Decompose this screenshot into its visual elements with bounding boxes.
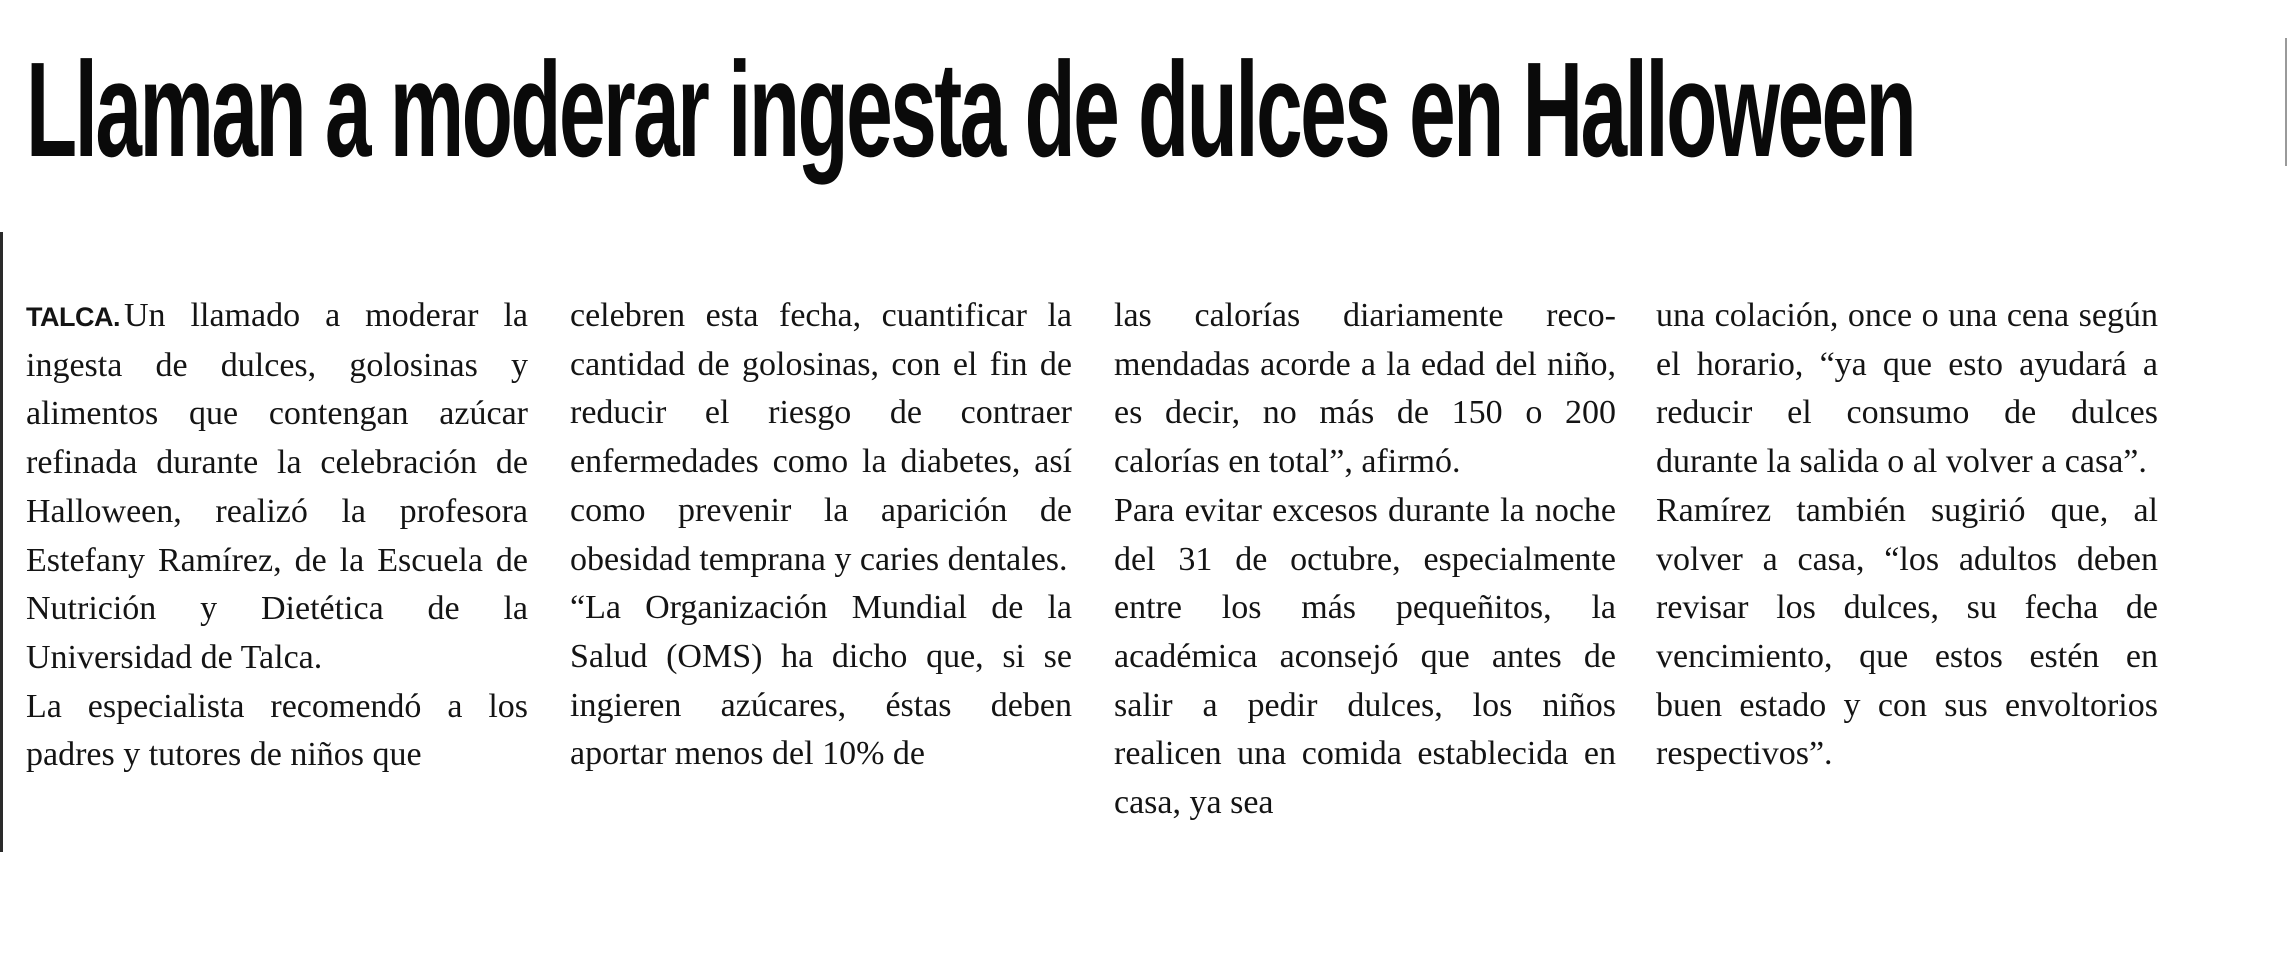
- dateline: TALCA.: [26, 302, 120, 332]
- paragraph: “La Organización Mundial de la Salud (OMS) ha dicho que, si se ingieren azúcares, éstas deben aportar menos del 10% de: [570, 589, 1072, 773]
- article-column-1: [26, 292, 528, 780]
- column-rule: [2285, 38, 2287, 166]
- article-column-4: [1656, 292, 2158, 779]
- paragraph: celebren esta fecha, cuantificar la cantidad de golosinas, con el fin de reducir el riesgo de contraer enfermedades como la diabetes, así como prevenir la aparición de obesidad temprana y caries dentales.: [570, 297, 1072, 578]
- headline: Llaman a moderar ingesta de dulces en Halloween: [26, 34, 1915, 185]
- paragraph: Ramírez también sugirió que, al volver a casa, “los adultos deben revisar los dulces, su fecha de vencimiento, que estos estén en buen estado y con sus envoltorios respectivos”.: [1656, 491, 2158, 773]
- paragraph-text: Un llamado a moderar la ingesta de dulces, golosinas y alimentos que contengan azúcar refinada durante la celebración de Halloween, realizó la profesora Estefany Ramírez, de la Escuela de Nutrición y Dietética de la Universidad de Talca.: [26, 297, 528, 676]
- column-rule: [0, 232, 3, 852]
- paragraph: las calorías diariamente recomendadas acorde a la edad del niño, es decir, no más de 150 o 200 calorías en total”, afirmó.: [1114, 297, 1616, 481]
- paragraph: La especialista recomendó a los padres y tutores de niños que: [26, 687, 528, 774]
- paragraph: Para evitar excesos durante la noche del 31 de octubre, especialmente entre los más pequeñitos, la académica aconsejó que antes de salir a pedir dulces, los niños realicen una comida establecida en casa, ya sea: [1114, 491, 1616, 822]
- paragraph: una colación, once o una cena según el horario, “ya que esto ayudará a reducir el consumo de dulces durante la salida o al volver a casa”.: [1656, 297, 2158, 481]
- paragraph: [26, 292, 528, 683]
- article-column-3: [1114, 292, 1616, 828]
- article-column-2: [570, 292, 1072, 779]
